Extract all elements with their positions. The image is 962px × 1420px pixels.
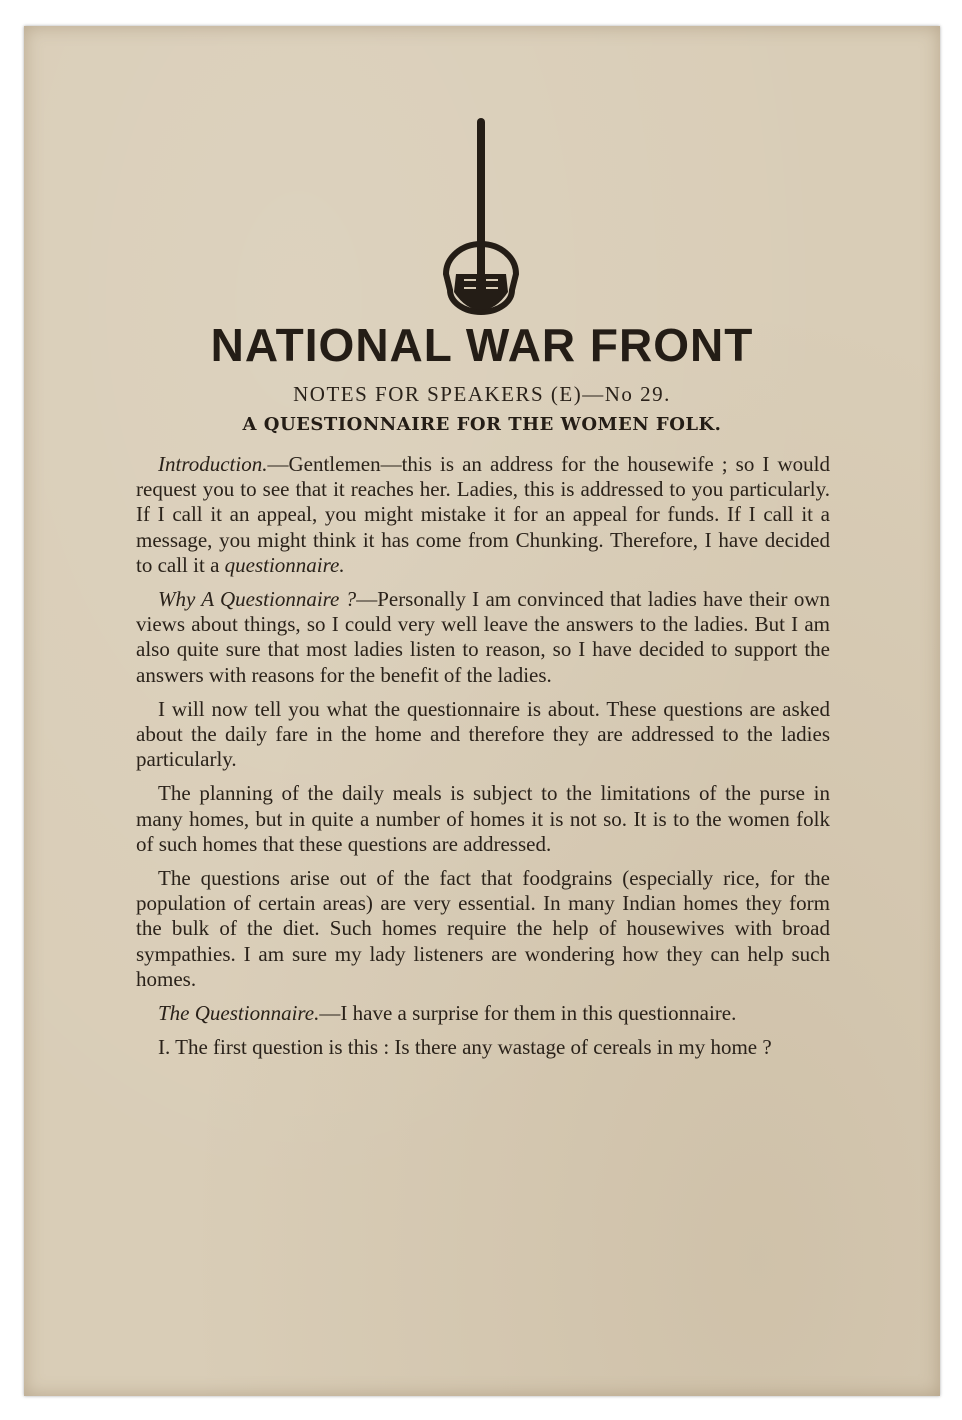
paragraph-introduction xyxy=(136,452,830,578)
paragraph-lead: Introduction. xyxy=(158,452,268,476)
document-subtitle: NOTES FOR SPEAKERS (E)—No 29. xyxy=(293,382,671,406)
document-body xyxy=(136,452,830,1069)
paragraph-text: —Gentlemen—this is an address for the housewife ; so I would request you to see that it reaches her. Ladies, this is addressed to you particularly. If I call it an appeal, you might mistake it for an appeal for funds. If I call it a message, you might think it has come from Chunking. Therefore, I have decided to call it a xyxy=(136,452,830,577)
paragraph-text: The questions arise out of the fact that foodgrains (especially rice, for the population of certain areas) are very essential. In many Indian homes they form the bulk of the diet. Such homes require the help of housewives with broad sympathies. I am sure my lady listeners are wondering how they can help such homes. xyxy=(136,866,830,991)
document-page xyxy=(24,26,940,1396)
paragraph-text: I will now tell you what the questionnaire is about. These questions are asked about the daily fare in the home and therefore they are addressed to the ladies particularly. xyxy=(136,696,830,772)
paragraph-text: The planning of the daily meals is subject to the limitations of the purse in many homes, but in quite a number of homes it is not so. It is to the women folk of such homes that these questions are addressed. xyxy=(136,781,830,856)
sword-in-hand-emblem-icon xyxy=(436,114,526,334)
paragraph-text: —Personally I am convinced that ladies have their own views about things, so I could very well leave the answers to the ladies. But I am also quite sure that most ladies listen to reason, so I have decided to support the answers with reasons for the benefit of the ladies. xyxy=(136,587,830,687)
paragraph-why-questionnaire xyxy=(136,587,830,688)
paragraph-foodgrains xyxy=(136,866,830,992)
paragraph-first-question xyxy=(136,1035,830,1060)
paragraph-about xyxy=(136,697,830,773)
paragraph-planning xyxy=(136,781,830,857)
document-title: NATIONAL WAR FRONT xyxy=(210,319,754,371)
document-heading: A QUESTIONNAIRE FOR THE WOMEN FOLK. xyxy=(242,414,722,435)
paragraph-text: —I have a surprise for them in this questionnaire. xyxy=(319,1001,737,1026)
paragraph-text: I. The first question is this : Is there any wastage of cereals in my home ? xyxy=(158,1035,772,1060)
paragraph-the-questionnaire xyxy=(136,1001,830,1026)
paragraph-lead: The Questionnaire. xyxy=(158,1001,320,1026)
paragraph-lead: Why A Questionnaire ? xyxy=(158,587,357,612)
paragraph-emphasis: questionnaire. xyxy=(224,552,345,577)
